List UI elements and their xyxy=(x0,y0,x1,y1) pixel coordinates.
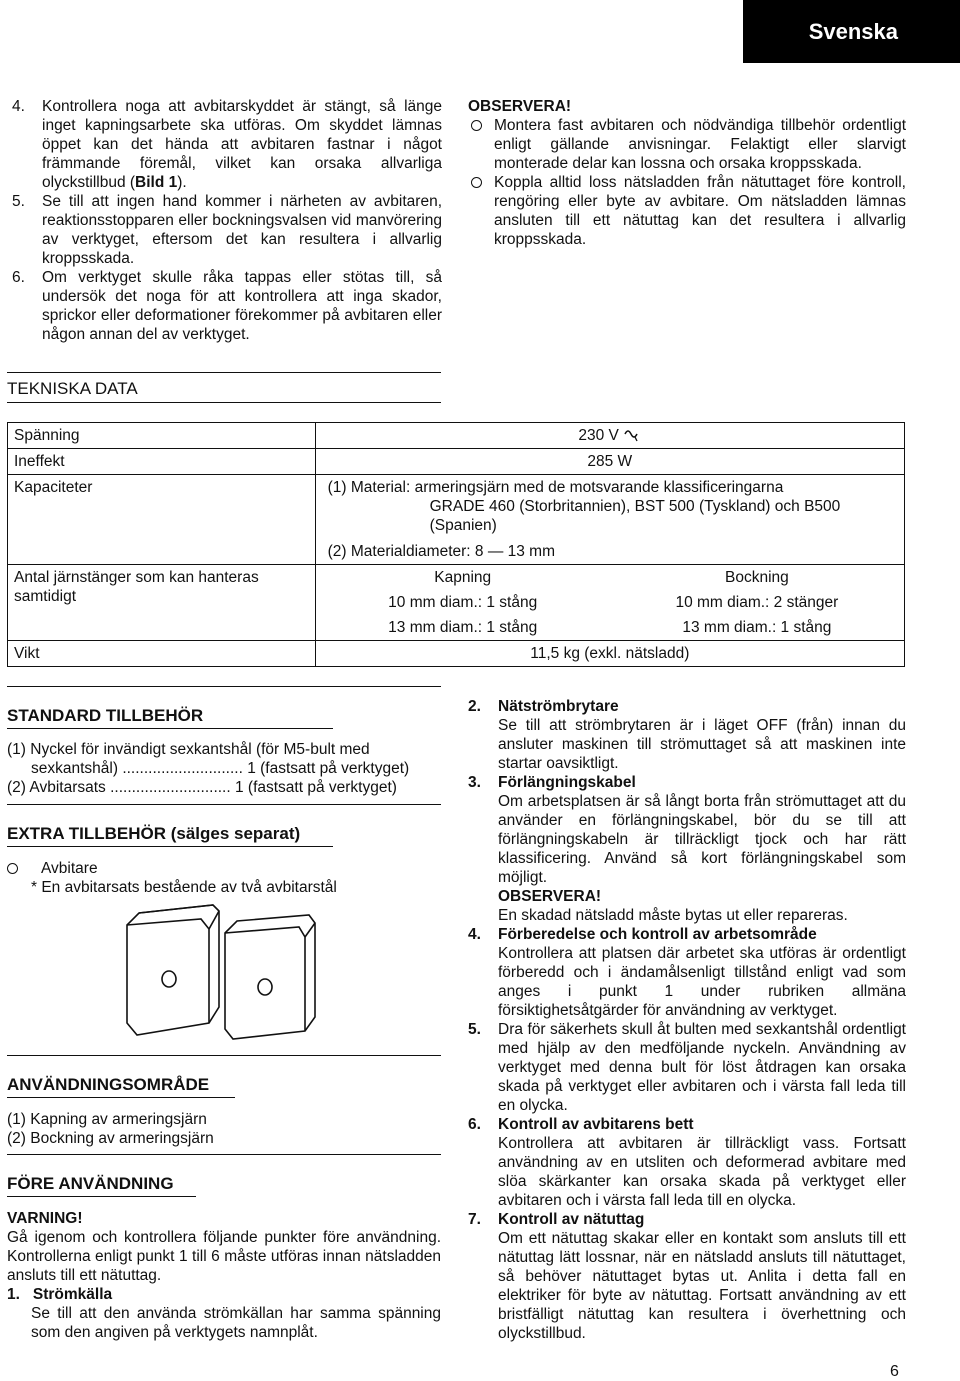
extra-note: * En avbitarsats bestående av två avbitarstål xyxy=(31,879,337,896)
warning-title: VARNING! xyxy=(7,1210,83,1227)
item-text: Se till att strömbrytaren är i läget OFF (från) innan du ansluter maskinen till strömuttaget så att maskinen inte startar oavsiktligt. xyxy=(498,717,906,772)
item-number: 4. xyxy=(12,98,25,115)
list-item: (1) Kapning av armeringsjärn xyxy=(7,1111,207,1128)
safety-list xyxy=(12,97,442,344)
anvandning-list xyxy=(7,1110,441,1148)
list-item xyxy=(468,1020,906,1115)
item-text: Kontrollera att platsen där arbetet ska utföras är ordentligt förberedd och i ändamålsenligt tillstånd enligt vad som anges i punkt 1 under rubriken allmäna försiktighetsåtgärder för användning av verktyget. xyxy=(498,945,906,1019)
kapning-cell xyxy=(315,565,610,641)
capacity-line: (1) Material: armeringsjärn med de motsvarande klassificeringarna xyxy=(327,479,784,496)
voltage-value: 230 V xyxy=(578,427,619,444)
bockning-heading: Bockning xyxy=(725,569,789,586)
item-title: Nätströmbrytare xyxy=(498,698,619,715)
item-text: Om verktyget skulle råka tappas eller stötas till, så undersök det noga för att kontrollera att inga skador, sprickor eller deformationer förekommer på avbitaren eller någon annan del av verktyget. xyxy=(42,269,442,343)
spec-label: Vikt xyxy=(8,641,316,667)
rule xyxy=(7,804,441,805)
bullet-item xyxy=(468,173,906,249)
list-item: (1) Nyckel för invändigt sexkantshål (för M5-bult med xyxy=(7,741,370,758)
list-item xyxy=(12,192,442,268)
cutter-blades-illustration xyxy=(115,895,325,1065)
before-use-list xyxy=(468,697,906,1343)
list-item xyxy=(468,697,906,773)
capacity-cell xyxy=(315,475,904,565)
list-item xyxy=(468,925,906,1020)
list-item xyxy=(468,1115,906,1210)
bockning-value: 10 mm diam.: 2 stänger xyxy=(675,594,839,611)
list-item: sexkantshål) ............................ 1 (fastsatt på verktyget) xyxy=(31,760,410,777)
item-title: Strömkälla xyxy=(32,1286,113,1303)
table-row xyxy=(8,423,905,449)
capacity-line: GRADE 460 (Storbritannien), BST 500 (Tyskland) och B500 xyxy=(429,498,841,515)
observera-block xyxy=(468,97,906,249)
bullet-text: Montera fast avbitaren och nödvändiga tillbehör ordentligt enligt gällande anvisningar. Felaktigt eller slarvigt monterade delar kan lossna och orsaka kroppsskada. xyxy=(494,117,906,172)
item-number: 6. xyxy=(468,1116,481,1133)
fore-item-title: 1. Strömkälla xyxy=(7,1286,113,1303)
list-item: (2) Bockning av armeringsjärn xyxy=(7,1130,214,1147)
list-item: (2) Avbitarsats ............................ 1 (fastsatt på verktyget) xyxy=(7,779,397,796)
rule xyxy=(7,1055,441,1056)
ac-symbol-icon xyxy=(623,428,641,442)
circle-bullet-icon xyxy=(7,863,18,874)
standard-title: STANDARD TILLBEHÖR xyxy=(7,706,333,729)
page-number: 6 xyxy=(890,1363,899,1380)
kapning-value: 10 mm diam.: 1 stång xyxy=(388,594,538,611)
item-title: Kontroll av nätuttag xyxy=(498,1211,645,1228)
item-text: Om arbetsplatsen är så långt borta från strömuttaget att du använder en förlängningskabel, bör du se till att förlängningskabeln är tillräckligt tjock och har rätt klassificering. Använd så kort förlängningskabel som möjligt. xyxy=(498,793,906,886)
table-row xyxy=(8,449,905,475)
item-text: Kontrollera att avbitaren är tillräckligt vass. Fortsatt användning av en utsliten och deformerad avbitare med slöa skärkanter kan orsaka skada på verktyget eller avbitaren och i värsta fall leda till en olycka. xyxy=(498,1135,906,1209)
kapning-heading: Kapning xyxy=(434,569,492,586)
tech-title xyxy=(7,379,441,403)
language-label: Svenska xyxy=(808,19,898,44)
fore-title: FÖRE ANVÄNDNING xyxy=(7,1174,196,1197)
table-row xyxy=(8,641,905,667)
extra-title: EXTRA TILLBEHÖR (sälges separat) xyxy=(7,824,333,847)
spec-value: 11,5 kg (exkl. nätsladd) xyxy=(315,641,904,667)
table-row xyxy=(8,565,905,641)
item-text: Kontrollera noga att avbitarskyddet är stängt, så länge inget kapningsarbete ska utföras. Om skyddet lämnas öppet kan det hända att avbitaren fastnar i något främmande föremål, vilket kan orsaka allvarliga olyckstillbud ( xyxy=(42,98,442,191)
list-item xyxy=(468,773,906,925)
spec-label: Kapaciteter xyxy=(8,475,316,565)
bullet-text: Koppla alltid loss nätsladden från nätuttaget före kontroll, rengöring eller byte av avbitare. Om nätsladden lämnas ansluten till ett nätuttag kan det resultera i allvarlig kroppsskada. xyxy=(494,174,906,248)
fore-item-text: Se till att den använda strömkällan har samma spänning som den angiven på verktygets namnplåt. xyxy=(31,1305,441,1341)
fore-intro: Gå igenom och kontrollera följande punkter före användning. Kontrollerna enligt punkt 1 till 6 måste utföras innan nätsladden ansluts till ett nätuttag. xyxy=(7,1229,441,1284)
item-text: Dra för säkerhets skull åt bulten med sexkantshål ordentligt med hjälp av den medföljande nyckeln. Användning av verktyget med denna bult för löst åtdragen kan orsaka skada på verktyget eller avbitaren och i värsta fall leda till en olycka. xyxy=(498,1021,906,1114)
tech-rule xyxy=(7,372,441,373)
anvandning-title: ANVÄNDNINGSOMRÅDE xyxy=(7,1075,235,1098)
item-number: 4. xyxy=(468,926,481,943)
extra-list xyxy=(7,859,441,897)
item-number: 5. xyxy=(468,1021,481,1038)
table-row xyxy=(8,475,905,565)
fore-body xyxy=(7,1209,441,1342)
tech-title-text: TEKNISKA DATA xyxy=(7,379,138,398)
list-item xyxy=(468,1210,906,1343)
item-number: 5. xyxy=(12,193,25,210)
language-tab xyxy=(743,0,960,63)
spec-label: Antal järnstänger som kan hanteras samtidigt xyxy=(8,565,316,641)
circle-bullet-icon xyxy=(471,177,482,188)
bullet-item xyxy=(7,859,441,878)
spec-value xyxy=(315,423,904,449)
spec-label: Spänning xyxy=(8,423,316,449)
list-item xyxy=(12,97,442,192)
item-number: 3. xyxy=(468,774,481,791)
item-text: Om ett nätuttag skakar eller en kontakt som ansluts till ett nätuttag lätt lossnar, när en nätsladd ansluts till nätuttaget, så behöver nätuttaget bytas ut. Anlita i detta fall en elektriker för byte av nätuttag. Fortsatt användning av ett bristfälligt nätuttag kan resultera i överhettning och olyckstillbud. xyxy=(498,1230,906,1342)
item-title: Förberedelse och kontroll av arbetsområde xyxy=(498,926,817,943)
bockning-cell xyxy=(610,565,905,641)
rule xyxy=(7,1154,441,1155)
bullet-text: Avbitare xyxy=(41,860,98,877)
note-text: En skadad nätsladd måste bytas ut eller repareras. xyxy=(498,907,848,924)
note-title: OBSERVERA! xyxy=(498,888,602,905)
item-number: 7. xyxy=(468,1211,481,1228)
item-title: Förlängningskabel xyxy=(498,774,636,791)
item-text: Se till att ingen hand kommer i närheten av avbitaren, reaktionsstopparen eller bockningsvalsen vid manvörering av verktyget, eftersom det kan resultera i allvarlig kroppsskada. xyxy=(42,193,442,267)
item-number: 6. xyxy=(12,269,25,286)
capacity-line: (2) Materialdiameter: 8 — 13 mm xyxy=(327,543,556,560)
figure-ref: Bild 1 xyxy=(135,174,178,191)
kapning-value: 13 mm diam.: 1 stång xyxy=(388,619,538,636)
observera-title: OBSERVERA! xyxy=(468,98,572,115)
item-tail: ). xyxy=(177,174,187,191)
bockning-value: 13 mm diam.: 1 stång xyxy=(682,619,832,636)
spec-label: Ineffekt xyxy=(8,449,316,475)
circle-bullet-icon xyxy=(471,120,482,131)
bullet-item xyxy=(468,116,906,173)
list-item xyxy=(12,268,442,344)
spec-value: 285 W xyxy=(315,449,904,475)
item-number: 2. xyxy=(468,698,481,715)
spec-table xyxy=(7,422,905,667)
item-title: Kontroll av avbitarens bett xyxy=(498,1116,694,1133)
rule xyxy=(7,686,441,687)
standard-list xyxy=(7,740,441,797)
capacity-line: (Spanien) xyxy=(429,517,497,534)
